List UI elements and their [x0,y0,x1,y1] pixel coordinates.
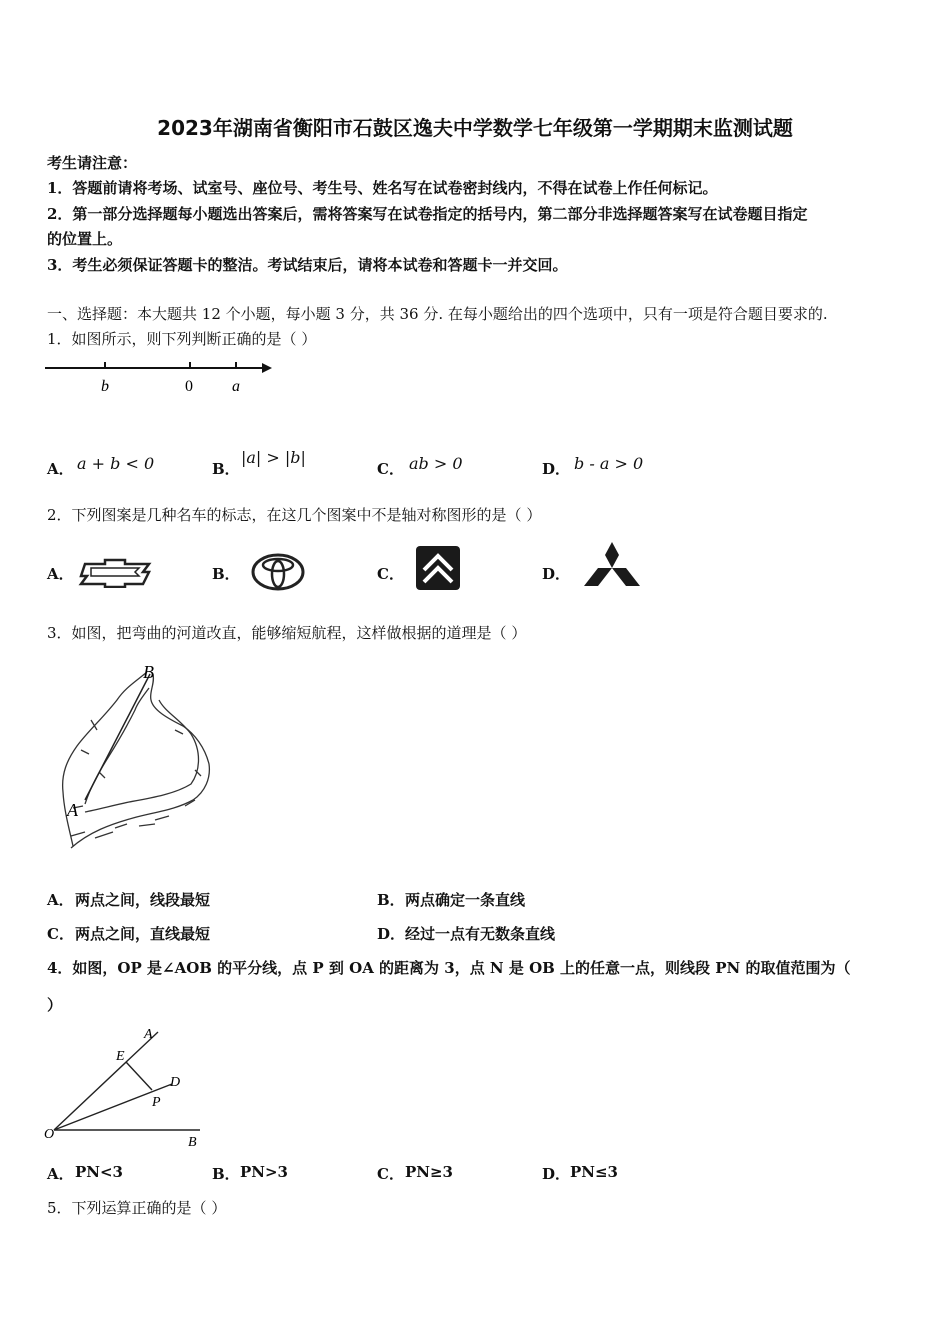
river-figure [55,660,220,860]
mitsubishi-logo-icon [582,540,642,590]
notice-heading: 考生请注意： [47,154,138,172]
q4-option-b-letter[interactable]: B． [212,1165,240,1183]
q4-option-c-text: PN≥3 [405,1163,453,1181]
q1-option-d-letter[interactable]: D． [542,460,571,478]
q4-stem-cont: ） [47,996,63,1014]
q4-option-c-letter[interactable]: C． [377,1165,404,1183]
label-b: b [101,378,109,395]
q5-stem: 5．下列运算正确的是（ ） [47,1199,227,1217]
number-line-figure [40,355,280,400]
label-D: D [170,1075,181,1090]
q1-option-a-text: a + b < 0 [77,454,155,473]
q3-option-a-letter[interactable]: A． [47,891,74,909]
q1-stem: 1．如图所示，则下列判断正确的是（ ） [47,330,317,348]
q4-option-a-text: PN<3 [75,1163,123,1181]
q1-option-c-text: ab > 0 [409,454,463,473]
label-B: B [188,1135,197,1150]
q3-option-d-letter[interactable]: D． [377,925,406,943]
q2-option-d-letter[interactable]: D． [542,565,571,583]
q4-option-d-letter[interactable]: D． [542,1165,571,1183]
number-line-arrow [262,363,272,373]
q1-option-b-text: |a| > |b| [241,448,306,467]
label-B: B [143,662,154,682]
label-P: P [152,1095,161,1110]
q1-option-b-letter[interactable]: B． [212,460,240,478]
label-E: E [116,1049,125,1064]
q2-stem: 2．下列图案是几种名车的标志，在这几个图案中不是轴对称图形的是（ ） [47,506,542,524]
section-heading: 一、选择题：本大题共 12 个小题，每小题 3 分，共 36 分. 在每小题给出的四个选项中，只有一项是符合题目要求的. [47,305,828,323]
q2-option-a-letter[interactable]: A． [47,565,74,583]
q3-option-b-letter[interactable]: B． [377,891,405,909]
q4-option-b-text: PN>3 [240,1163,288,1181]
label-A: A [144,1027,153,1042]
toyota-logo-icon [250,552,306,592]
label-A: A [67,800,78,820]
q1-option-a-letter[interactable]: A． [47,460,74,478]
q3-stem: 3．如图，把弯曲的河道改直，能够缩短航程，这样做根据的道理是（ ） [47,624,527,642]
notice-item-2: 2．第一部分选择题每小题选出答案后，需将答案写在试卷指定的括号内，第二部分非选择题答案写在试卷题目指定 [47,205,808,223]
q3-option-c-letter[interactable]: C． [47,925,74,943]
q4-stem: 4．如图，OP 是∠AOB 的平分线，点 P 到 OA 的距离为 3，点 N 是 OB 上的任意一点，则线段 PN 的取值范围为（ [47,959,851,977]
q3-option-d-text: 经过一点有无数条直线 [405,925,556,943]
q1-option-d-text: b - a > 0 [574,454,644,473]
label-zero: 0 [185,378,193,395]
q3-option-a-text: 两点之间，线段最短 [75,891,211,909]
q3-option-b-text: 两点确定一条直线 [405,891,526,909]
q2-option-c-letter[interactable]: C． [377,565,404,583]
label-a: a [232,378,240,395]
chevrolet-logo-icon [77,558,153,588]
segment-EP [126,1062,152,1090]
ray-OA [54,1032,158,1130]
q4-option-d-text: PN≤3 [570,1163,618,1181]
page-title: 2023年湖南省衡阳市石鼓区逸夫中学数学七年级第一学期期末监测试题 [157,116,793,140]
citroen-logo-icon [414,544,462,592]
label-O: O [44,1127,55,1142]
q1-option-c-letter[interactable]: C． [377,460,404,478]
angle-bisector-figure [40,1020,210,1150]
q3-option-c-text: 两点之间，直线最短 [75,925,211,943]
q2-option-b-letter[interactable]: B． [212,565,240,583]
q4-option-a-letter[interactable]: A． [47,1165,74,1183]
notice-item-1: 1．答题前请将考场、试室号、座位号、考生号、姓名写在试卷密封线内，不得在试卷上作任何标记。 [47,179,718,197]
notice-item-2-cont: 的位置上。 [47,230,123,248]
straight-path-line [85,674,150,800]
notice-item-3: 3．考生必须保证答题卡的整洁。考试结束后，请将本试卷和答题卡一并交回。 [47,256,568,274]
